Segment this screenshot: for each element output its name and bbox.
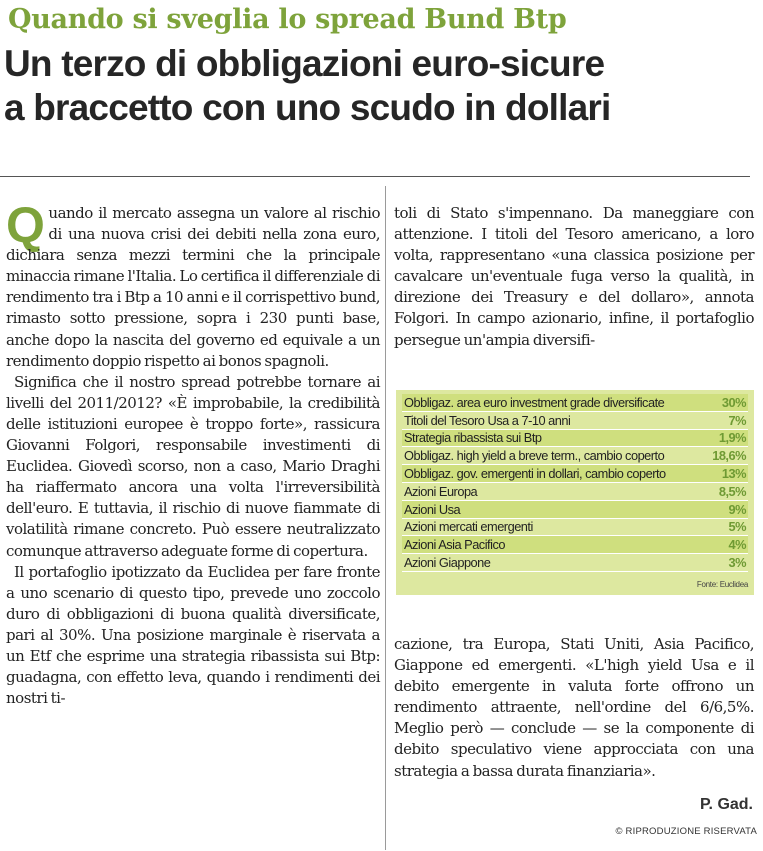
headline-line-1: Un terzo di obbligazioni euro-sicure	[4, 43, 605, 84]
paragraph-3: Il portafoglio ipotizzato da Euclidea per fare fronte a uno scenario di questo tipo, prevede uno zoccolo duro di obbligazioni di buona qualità diversificate, pari al 30%. Una posizione marginale è riservata a un Etf che esprime una strategia ribassista sui Btp: guadagna, con effetto leva, quando i rendimenti dei nostri ti-	[6, 562, 380, 708]
table-row	[402, 536, 748, 554]
paragraph-right-top: toli di Stato s'impennano. Da maneggiare con attenzione. I titoli del Tesoro americano, a loro volta, rappresentano «una classica posizione per cavalcare un'eventuale fuga verso la qualità, in direzione dei Treasury e del dollaro», annota Folgori. In campo azionario, infine, il portafoglio persegue un'ampia diversifi-	[394, 204, 754, 349]
article-column-right-top	[394, 203, 754, 351]
author-signature: P. Gad.	[699, 796, 753, 813]
paragraph-right-bottom: cazione, tra Europa, Stati Uniti, Asia Pacifico, Giappone ed emergenti. «L'high yield Usa e il debito emergente in valuta forte offrono un rendimento attraente, nell'ordine del 6/6,5%. Meglio però — conclude — se la componente di debito speculativo viene approcciata con una strategia a bassa durata finanziaria».	[394, 635, 754, 780]
table-row-label: Azioni Europa	[404, 483, 478, 499]
table-row-label: Obbligaz. gov. emergenti in dollari, cambio coperto	[404, 466, 666, 482]
paragraph-2: Significa che il nostro spread potrebbe tornare ai livelli del 2011/2012? «È improbabile, la credibilità delle istituzioni europee è troppo forte», rassicura Giovanni Folgori, responsabile investimenti di Euclidea. Giovedì scorso, non a caso, Mario Draghi ha riaffermato ancora una volta l'irreversibilità dell'euro. E tuttavia, il rischio di nuove fiammate di volatilità rimane concreto. Può essere neutralizzato comunque attraverso adeguate forme di copertura.	[6, 372, 380, 560]
table-row-label: Obbligaz. area euro investment grade diversificate	[404, 394, 665, 410]
table-row	[402, 483, 748, 501]
header-rule	[0, 176, 750, 177]
table-row	[402, 430, 748, 448]
paragraph-1-text: uando il mercato assegna un valore al rischio di una nuova crisi dei debiti nella zona euro, dichiara senza mezzi termini che la principale minaccia rimane l'Italia. Lo certifica il differenziale di rendimento tra i Btp a 10 anni e il corrispettivo bund, rimasto sotto pressione, sopra i 230 punti base, anche dopo la nascita del governo ed equivale a un rendimento doppio rispetto ai bonos spagnoli.	[6, 204, 380, 370]
table-row-label: Azioni Asia Pacifico	[404, 537, 505, 553]
copyright-notice: © RIPRODUZIONE RISERVATA	[615, 826, 757, 837]
article-column-left	[6, 197, 380, 709]
headline-line-2: a braccetto con uno scudo in dollari	[4, 87, 611, 128]
portfolio-table-rows	[402, 394, 748, 572]
table-row-value: 7%	[728, 412, 746, 428]
table-row	[402, 501, 748, 519]
table-row	[402, 447, 748, 465]
drop-cap: Q	[6, 197, 45, 253]
table-row-value: 30%	[721, 394, 746, 410]
table-row	[402, 554, 748, 572]
table-row	[402, 412, 748, 430]
table-row	[402, 465, 748, 483]
table-row-label: Strategia ribassista sui Btp	[404, 430, 542, 446]
portfolio-table	[396, 390, 754, 595]
table-source: Fonte: Euclidea	[696, 579, 748, 589]
table-row	[402, 394, 748, 412]
table-row-label: Azioni mercati emergenti	[404, 519, 533, 535]
table-row-label: Titoli del Tesoro Usa a 7-10 anni	[404, 412, 571, 428]
table-row-value: 4%	[728, 537, 746, 553]
paragraph-1	[6, 197, 380, 372]
table-row-value: 3%	[728, 555, 746, 571]
table-row-value: 5%	[728, 519, 746, 535]
table-row	[402, 519, 748, 537]
column-divider	[385, 186, 386, 850]
article-column-right-bottom	[394, 634, 754, 782]
table-row-label: Azioni Giappone	[404, 555, 491, 571]
table-row-value: 18,6%	[712, 448, 746, 464]
table-row-value: 9%	[728, 501, 746, 517]
table-row-value: 1,9%	[718, 430, 746, 446]
table-row-label: Azioni Usa	[404, 501, 461, 517]
article-headline	[4, 42, 760, 130]
table-row-value: 8,5%	[718, 483, 746, 499]
table-row-value: 13%	[721, 466, 746, 482]
article-kicker: Quando si sveglia lo spread Bund Btp	[8, 4, 567, 35]
table-row-label: Obbligaz. high yield a breve term., cambio coperto	[404, 448, 665, 464]
